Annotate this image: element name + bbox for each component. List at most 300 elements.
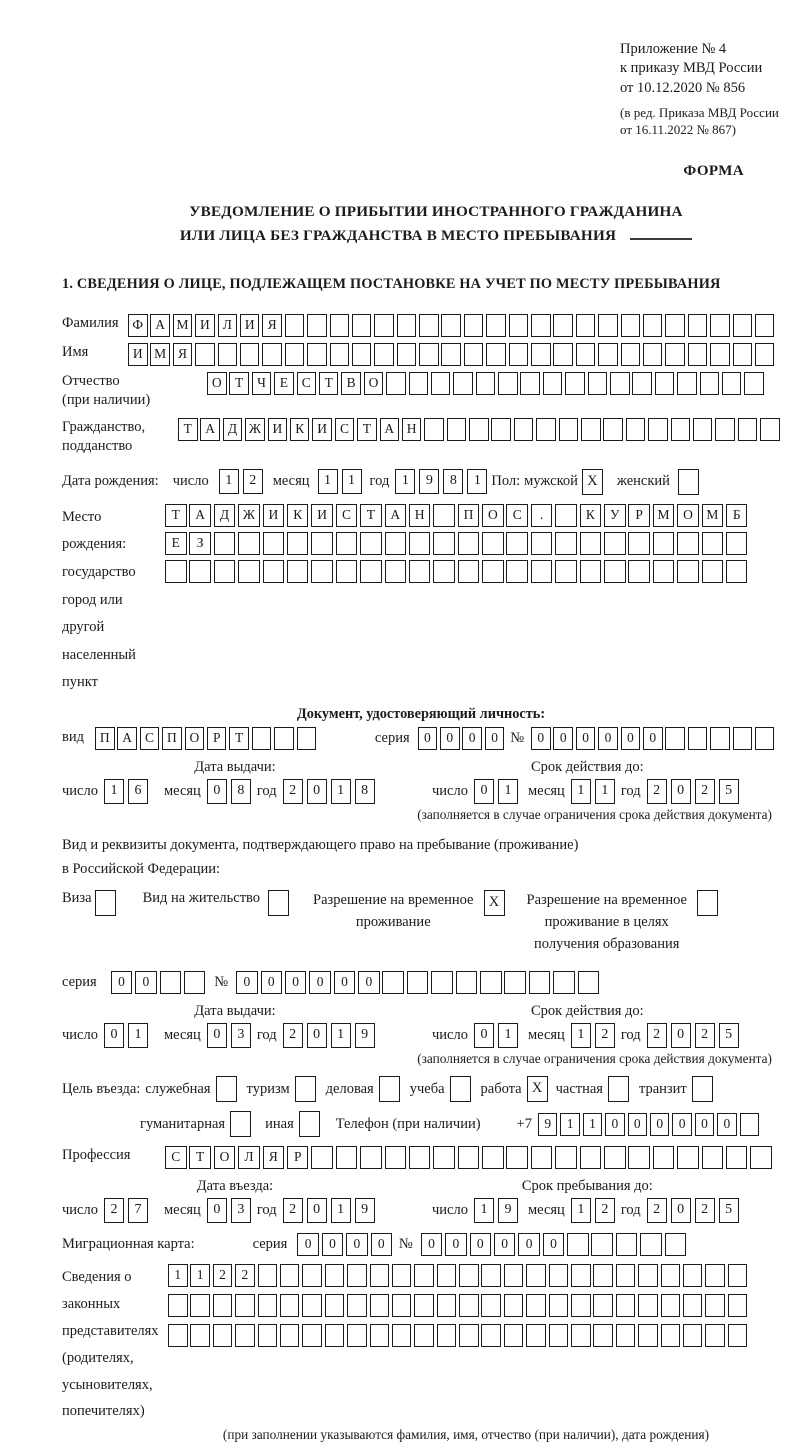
char-box[interactable]: 2 — [695, 1023, 715, 1048]
char-box[interactable]: Л — [218, 314, 238, 337]
char-box[interactable]: 5 — [719, 1198, 739, 1223]
char-box[interactable] — [302, 1264, 322, 1287]
char-box[interactable]: Т — [165, 504, 187, 527]
char-box[interactable] — [514, 418, 534, 441]
char-box[interactable] — [683, 1294, 703, 1317]
char-box[interactable] — [447, 418, 467, 441]
char-box[interactable] — [604, 532, 626, 555]
char-box[interactable] — [235, 1324, 255, 1347]
char-box[interactable] — [526, 1294, 546, 1317]
char-box[interactable] — [285, 343, 305, 366]
char-box[interactable] — [738, 418, 758, 441]
char-box[interactable]: Н — [402, 418, 422, 441]
char-box[interactable]: 2 — [243, 469, 263, 494]
char-box[interactable] — [433, 532, 455, 555]
char-box[interactable] — [665, 727, 685, 750]
char-box[interactable] — [424, 418, 444, 441]
char-box[interactable]: 0 — [418, 727, 438, 750]
char-box[interactable] — [710, 314, 730, 337]
char-box[interactable]: Л — [238, 1146, 260, 1169]
char-box[interactable] — [213, 1324, 233, 1347]
checkbox[interactable] — [697, 890, 718, 916]
char-box[interactable]: 0 — [605, 1113, 625, 1136]
char-box[interactable] — [559, 418, 579, 441]
char-box[interactable] — [571, 1294, 591, 1317]
char-box[interactable]: 1 — [571, 1023, 591, 1048]
char-box[interactable] — [433, 560, 455, 583]
char-box[interactable] — [588, 372, 608, 395]
char-box[interactable]: 9 — [419, 469, 439, 494]
char-box[interactable] — [168, 1324, 188, 1347]
char-box[interactable] — [330, 314, 350, 337]
char-box[interactable] — [370, 1294, 390, 1317]
char-box[interactable]: О — [677, 504, 699, 527]
char-box[interactable] — [214, 532, 236, 555]
char-box[interactable]: 0 — [307, 1198, 327, 1223]
char-box[interactable] — [336, 1146, 358, 1169]
char-box[interactable]: И — [263, 504, 285, 527]
char-box[interactable]: 0 — [494, 1233, 516, 1256]
char-box[interactable] — [733, 314, 753, 337]
char-box[interactable] — [576, 314, 596, 337]
char-box[interactable] — [189, 560, 211, 583]
char-box[interactable] — [184, 971, 206, 994]
char-box[interactable] — [481, 1294, 501, 1317]
char-box[interactable]: Т — [229, 372, 249, 395]
char-box[interactable] — [581, 418, 601, 441]
char-box[interactable] — [728, 1294, 748, 1317]
char-box[interactable] — [580, 1146, 602, 1169]
char-box[interactable] — [458, 560, 480, 583]
char-box[interactable]: 2 — [283, 1198, 303, 1223]
char-box[interactable]: А — [385, 504, 407, 527]
char-box[interactable] — [258, 1324, 278, 1347]
char-box[interactable] — [397, 343, 417, 366]
char-box[interactable] — [280, 1324, 300, 1347]
char-box[interactable]: 0 — [462, 727, 482, 750]
char-box[interactable] — [311, 1146, 333, 1169]
char-box[interactable]: 0 — [236, 971, 258, 994]
char-box[interactable]: 0 — [104, 1023, 124, 1048]
char-box[interactable] — [441, 343, 461, 366]
checkbox[interactable] — [230, 1111, 251, 1137]
char-box[interactable] — [258, 1264, 278, 1287]
char-box[interactable]: 0 — [628, 1113, 648, 1136]
char-box[interactable]: У — [604, 504, 626, 527]
char-box[interactable] — [263, 560, 285, 583]
char-box[interactable] — [665, 343, 685, 366]
char-box[interactable] — [702, 532, 724, 555]
char-box[interactable] — [598, 314, 618, 337]
char-box[interactable] — [498, 372, 518, 395]
char-box[interactable] — [311, 560, 333, 583]
char-box[interactable] — [456, 971, 478, 994]
char-box[interactable] — [677, 560, 699, 583]
char-box[interactable] — [755, 343, 775, 366]
char-box[interactable] — [336, 532, 358, 555]
char-box[interactable]: 8 — [443, 469, 463, 494]
char-box[interactable] — [643, 314, 663, 337]
char-box[interactable] — [555, 1146, 577, 1169]
char-box[interactable]: 0 — [717, 1113, 737, 1136]
char-box[interactable] — [693, 418, 713, 441]
char-box[interactable] — [437, 1294, 457, 1317]
char-box[interactable]: 0 — [371, 1233, 393, 1256]
char-box[interactable]: 0 — [358, 971, 380, 994]
char-box[interactable] — [506, 1146, 528, 1169]
char-box[interactable] — [385, 532, 407, 555]
char-box[interactable] — [728, 1324, 748, 1347]
char-box[interactable]: 0 — [207, 779, 227, 804]
char-box[interactable]: О — [364, 372, 384, 395]
char-box[interactable] — [240, 343, 260, 366]
char-box[interactable] — [653, 532, 675, 555]
char-box[interactable] — [414, 1294, 434, 1317]
char-box[interactable]: О — [214, 1146, 236, 1169]
char-box[interactable] — [453, 372, 473, 395]
char-box[interactable] — [280, 1294, 300, 1317]
char-box[interactable]: 0 — [474, 779, 494, 804]
char-box[interactable]: Р — [287, 1146, 309, 1169]
char-box[interactable] — [733, 343, 753, 366]
char-box[interactable] — [616, 1233, 638, 1256]
char-box[interactable]: 2 — [595, 1023, 615, 1048]
char-box[interactable] — [576, 343, 596, 366]
char-box[interactable] — [347, 1324, 367, 1347]
char-box[interactable]: 0 — [474, 1023, 494, 1048]
char-box[interactable]: 0 — [111, 971, 133, 994]
char-box[interactable] — [531, 560, 553, 583]
char-box[interactable]: 0 — [445, 1233, 467, 1256]
checkbox[interactable] — [295, 1076, 316, 1102]
char-box[interactable]: 0 — [470, 1233, 492, 1256]
char-box[interactable]: Ж — [238, 504, 260, 527]
char-box[interactable] — [458, 1146, 480, 1169]
char-box[interactable]: Т — [229, 727, 249, 750]
char-box[interactable]: 0 — [518, 1233, 540, 1256]
char-box[interactable] — [755, 727, 775, 750]
char-box[interactable]: 1 — [331, 779, 351, 804]
char-box[interactable]: С — [165, 1146, 187, 1169]
char-box[interactable] — [677, 1146, 699, 1169]
char-box[interactable] — [571, 1264, 591, 1287]
char-box[interactable]: С — [336, 504, 358, 527]
char-box[interactable] — [336, 560, 358, 583]
char-box[interactable] — [593, 1294, 613, 1317]
char-box[interactable] — [414, 1264, 434, 1287]
char-box[interactable] — [661, 1264, 681, 1287]
char-box[interactable]: 1 — [331, 1198, 351, 1223]
char-box[interactable] — [385, 1146, 407, 1169]
char-box[interactable]: 0 — [285, 971, 307, 994]
char-box[interactable] — [437, 1264, 457, 1287]
char-box[interactable]: 8 — [231, 779, 251, 804]
char-box[interactable] — [726, 560, 748, 583]
char-box[interactable] — [360, 560, 382, 583]
checkbox[interactable]: X — [582, 469, 603, 495]
char-box[interactable] — [307, 314, 327, 337]
char-box[interactable]: 1 — [474, 1198, 494, 1223]
char-box[interactable]: И — [240, 314, 260, 337]
char-box[interactable]: З — [189, 532, 211, 555]
char-box[interactable] — [392, 1324, 412, 1347]
checkbox[interactable] — [450, 1076, 471, 1102]
char-box[interactable] — [441, 314, 461, 337]
char-box[interactable] — [486, 343, 506, 366]
char-box[interactable] — [715, 418, 735, 441]
char-box[interactable]: В — [341, 372, 361, 395]
char-box[interactable] — [302, 1324, 322, 1347]
char-box[interactable] — [553, 343, 573, 366]
char-box[interactable] — [580, 560, 602, 583]
char-box[interactable] — [591, 1233, 613, 1256]
char-box[interactable]: К — [290, 418, 310, 441]
char-box[interactable]: 0 — [334, 971, 356, 994]
char-box[interactable]: 2 — [283, 1023, 303, 1048]
char-box[interactable]: 1 — [219, 469, 239, 494]
char-box[interactable]: Т — [189, 1146, 211, 1169]
char-box[interactable]: 1 — [128, 1023, 148, 1048]
char-box[interactable] — [258, 1294, 278, 1317]
char-box[interactable]: 0 — [695, 1113, 715, 1136]
char-box[interactable] — [238, 560, 260, 583]
checkbox[interactable] — [608, 1076, 629, 1102]
char-box[interactable]: Р — [628, 504, 650, 527]
char-box[interactable] — [722, 372, 742, 395]
char-box[interactable]: 1 — [560, 1113, 580, 1136]
char-box[interactable] — [287, 560, 309, 583]
char-box[interactable] — [285, 314, 305, 337]
char-box[interactable]: Д — [223, 418, 243, 441]
char-box[interactable]: 9 — [498, 1198, 518, 1223]
checkbox[interactable] — [95, 890, 116, 916]
char-box[interactable] — [603, 418, 623, 441]
char-box[interactable] — [567, 1233, 589, 1256]
char-box[interactable] — [325, 1324, 345, 1347]
char-box[interactable] — [640, 1233, 662, 1256]
char-box[interactable] — [302, 1294, 322, 1317]
char-box[interactable] — [481, 1324, 501, 1347]
char-box[interactable]: Е — [165, 532, 187, 555]
char-box[interactable]: С — [506, 504, 528, 527]
char-box[interactable] — [571, 1324, 591, 1347]
char-box[interactable]: 2 — [647, 1198, 667, 1223]
char-box[interactable]: П — [162, 727, 182, 750]
char-box[interactable] — [531, 532, 553, 555]
char-box[interactable]: 2 — [647, 779, 667, 804]
char-box[interactable] — [190, 1324, 210, 1347]
char-box[interactable] — [750, 1146, 772, 1169]
char-box[interactable] — [165, 560, 187, 583]
char-box[interactable] — [419, 314, 439, 337]
char-box[interactable] — [661, 1294, 681, 1317]
char-box[interactable] — [274, 727, 294, 750]
char-box[interactable] — [386, 372, 406, 395]
char-box[interactable]: 3 — [231, 1198, 251, 1223]
char-box[interactable] — [407, 971, 429, 994]
char-box[interactable] — [506, 560, 528, 583]
char-box[interactable] — [705, 1264, 725, 1287]
char-box[interactable] — [688, 343, 708, 366]
char-box[interactable] — [235, 1294, 255, 1317]
char-box[interactable]: 1 — [498, 1023, 518, 1048]
char-box[interactable] — [482, 532, 504, 555]
char-box[interactable]: Д — [214, 504, 236, 527]
char-box[interactable] — [347, 1294, 367, 1317]
char-box[interactable] — [702, 1146, 724, 1169]
char-box[interactable]: С — [140, 727, 160, 750]
char-box[interactable]: 2 — [213, 1264, 233, 1287]
char-box[interactable]: И — [195, 314, 215, 337]
char-box[interactable]: Я — [262, 314, 282, 337]
char-box[interactable] — [683, 1324, 703, 1347]
char-box[interactable] — [643, 343, 663, 366]
char-box[interactable]: 0 — [307, 779, 327, 804]
char-box[interactable] — [598, 343, 618, 366]
char-box[interactable]: К — [580, 504, 602, 527]
char-box[interactable]: 2 — [595, 1198, 615, 1223]
char-box[interactable] — [190, 1294, 210, 1317]
char-box[interactable]: 7 — [128, 1198, 148, 1223]
char-box[interactable] — [702, 560, 724, 583]
char-box[interactable]: О — [185, 727, 205, 750]
char-box[interactable]: О — [207, 372, 227, 395]
char-box[interactable] — [710, 343, 730, 366]
char-box[interactable]: 9 — [538, 1113, 558, 1136]
char-box[interactable] — [593, 1324, 613, 1347]
char-box[interactable]: 0 — [643, 727, 663, 750]
checkbox[interactable] — [678, 469, 699, 495]
char-box[interactable] — [458, 532, 480, 555]
char-box[interactable] — [360, 1146, 382, 1169]
char-box[interactable] — [665, 314, 685, 337]
char-box[interactable]: . — [531, 504, 553, 527]
char-box[interactable] — [733, 727, 753, 750]
char-box[interactable] — [464, 343, 484, 366]
checkbox[interactable] — [299, 1111, 320, 1137]
char-box[interactable]: 1 — [190, 1264, 210, 1287]
char-box[interactable] — [728, 1264, 748, 1287]
char-box[interactable]: 0 — [322, 1233, 344, 1256]
checkbox[interactable] — [692, 1076, 713, 1102]
char-box[interactable] — [218, 343, 238, 366]
char-box[interactable]: 1 — [104, 779, 124, 804]
char-box[interactable] — [504, 1324, 524, 1347]
char-box[interactable] — [509, 343, 529, 366]
char-box[interactable] — [536, 418, 556, 441]
checkbox[interactable] — [379, 1076, 400, 1102]
char-box[interactable] — [616, 1324, 636, 1347]
char-box[interactable] — [481, 1264, 501, 1287]
char-box[interactable]: 8 — [355, 779, 375, 804]
checkbox[interactable] — [268, 890, 289, 916]
char-box[interactable] — [409, 372, 429, 395]
char-box[interactable] — [330, 343, 350, 366]
char-box[interactable] — [705, 1294, 725, 1317]
char-box[interactable]: 0 — [576, 727, 596, 750]
char-box[interactable]: А — [189, 504, 211, 527]
char-box[interactable] — [578, 971, 600, 994]
char-box[interactable]: 1 — [342, 469, 362, 494]
char-box[interactable] — [414, 1324, 434, 1347]
char-box[interactable] — [626, 418, 646, 441]
char-box[interactable]: 0 — [671, 1198, 691, 1223]
char-box[interactable] — [431, 971, 453, 994]
char-box[interactable] — [726, 1146, 748, 1169]
char-box[interactable] — [504, 1264, 524, 1287]
char-box[interactable] — [638, 1324, 658, 1347]
char-box[interactable] — [392, 1294, 412, 1317]
char-box[interactable]: 9 — [355, 1023, 375, 1048]
char-box[interactable]: А — [200, 418, 220, 441]
char-box[interactable]: 0 — [553, 727, 573, 750]
char-box[interactable]: П — [458, 504, 480, 527]
char-box[interactable] — [553, 971, 575, 994]
char-box[interactable]: Р — [207, 727, 227, 750]
char-box[interactable] — [531, 314, 551, 337]
char-box[interactable]: И — [311, 504, 333, 527]
char-box[interactable] — [628, 1146, 650, 1169]
char-box[interactable] — [621, 343, 641, 366]
char-box[interactable] — [409, 1146, 431, 1169]
char-box[interactable] — [374, 343, 394, 366]
char-box[interactable] — [653, 560, 675, 583]
checkbox[interactable]: X — [527, 1076, 548, 1102]
char-box[interactable]: 0 — [421, 1233, 443, 1256]
char-box[interactable]: Т — [178, 418, 198, 441]
char-box[interactable] — [280, 1264, 300, 1287]
char-box[interactable]: Я — [263, 1146, 285, 1169]
char-box[interactable]: 2 — [695, 779, 715, 804]
char-box[interactable] — [504, 1294, 524, 1317]
char-box[interactable]: Ж — [245, 418, 265, 441]
char-box[interactable]: О — [482, 504, 504, 527]
char-box[interactable] — [555, 504, 577, 527]
char-box[interactable] — [352, 343, 372, 366]
char-box[interactable] — [710, 727, 730, 750]
char-box[interactable]: Ч — [252, 372, 272, 395]
char-box[interactable] — [726, 532, 748, 555]
char-box[interactable]: 1 — [318, 469, 338, 494]
char-box[interactable] — [671, 418, 691, 441]
char-box[interactable]: 0 — [135, 971, 157, 994]
char-box[interactable] — [531, 1146, 553, 1169]
char-box[interactable]: М — [702, 504, 724, 527]
char-box[interactable] — [610, 372, 630, 395]
char-box[interactable] — [632, 372, 652, 395]
char-box[interactable] — [431, 372, 451, 395]
char-box[interactable] — [638, 1294, 658, 1317]
char-box[interactable] — [419, 343, 439, 366]
char-box[interactable] — [409, 532, 431, 555]
char-box[interactable]: 0 — [621, 727, 641, 750]
char-box[interactable] — [195, 343, 215, 366]
char-box[interactable]: П — [95, 727, 115, 750]
char-box[interactable] — [297, 727, 317, 750]
char-box[interactable] — [433, 1146, 455, 1169]
char-box[interactable] — [677, 532, 699, 555]
char-box[interactable] — [480, 971, 502, 994]
char-box[interactable] — [529, 971, 551, 994]
char-box[interactable]: И — [312, 418, 332, 441]
char-box[interactable] — [665, 1233, 687, 1256]
char-box[interactable]: 0 — [207, 1023, 227, 1048]
char-box[interactable] — [593, 1264, 613, 1287]
char-box[interactable]: 5 — [719, 779, 739, 804]
char-box[interactable]: 0 — [671, 779, 691, 804]
char-box[interactable] — [433, 504, 455, 527]
char-box[interactable]: 0 — [309, 971, 331, 994]
